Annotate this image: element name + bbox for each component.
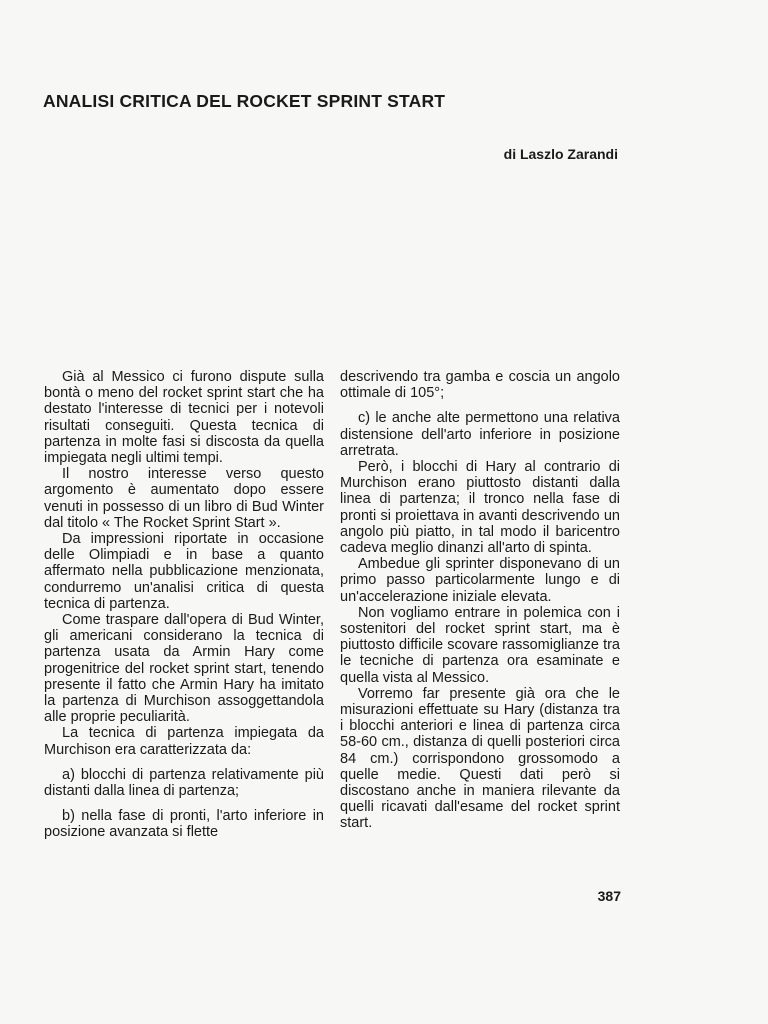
paragraph: Vorremo far presente già ora che le misurazioni effettuate su Hary (distanza tra i blocchi anteriori e linea di partenza circa 58-60 cm., distanza di quelli posteriori circa 84 cm.) corrispondono grossomodo a quelle medie. Questi dati però si discostano anche in maniera rilevante da quelli ricavati dall'esame del rocket sprint start.	[340, 685, 620, 832]
paragraph: descrivendo tra gamba e coscia un angolo ottimale di 105°;	[340, 369, 620, 402]
paragraph: Già al Messico ci furono dispute sulla bontà o meno del rocket sprint start che ha destato l'interesse di tecnici per i notevoli risultati conseguiti. Questa tecnica di partenza in molte fasi si discosta da quella impiegata negli ultimi tempi.	[44, 369, 324, 467]
paragraph: Non vogliamo entrare in polemica con i sostenitori del rocket sprint start, ma è piuttosto difficile scovare rassomiglianze tra le tecniche di partenza ora esaminate e quella vista al Messico.	[340, 604, 620, 686]
right-text-column	[340, 369, 620, 832]
paragraph: Da impressioni riportate in occasione delle Olimpiadi e in base a quanto affermato nella pubblicazione menzionata, condurremo un'analisi critica di questa tecnica di partenza.	[44, 531, 324, 612]
paragraph: Ambedue gli sprinter disponevano di un primo passo particolarmente lungo e di un'accelerazione iniziale elevata.	[340, 556, 620, 605]
list-item: c) le anche alte permettono una relativa distensione dell'arto inferiore in posizione arretrata.	[340, 410, 620, 459]
page-number: 387	[597, 888, 621, 904]
paragraph: Però, i blocchi di Hary al contrario di Murchison erano piuttosto distanti dalla linea di partenza; il tronco nella fase di pronti si proiettava in avanti descrivendo un angolo più piatto, in tal modo il baricentro cadeva meglio dinanzi all'arto di spinta.	[340, 459, 620, 557]
article-title: ANALISI CRITICA DEL ROCKET SPRINT START	[43, 91, 446, 111]
left-text-column	[44, 369, 324, 841]
article-author: di Laszlo Zarandi	[503, 146, 618, 162]
paragraph: Come traspare dall'opera di Bud Winter, gli americani considerano la tecnica di partenza usata da Armin Hary come progenitrice del rocket sprint start, tenendo presente il fatto che Armin Hary ha imitato la partenza di Murchison assoggettandola alle proprie peculiarità.	[44, 612, 324, 726]
list-item: b) nella fase di pronti, l'arto inferiore in posizione avanzata si flette	[44, 808, 324, 841]
paragraph: Il nostro interesse verso questo argomento è aumentato dopo essere venuti in possesso di un libro di Bud Winter dal titolo « The Rocket Sprint Start ».	[44, 466, 324, 531]
list-item: a) blocchi di partenza relativamente più distanti dalla linea di partenza;	[44, 766, 324, 800]
paragraph: La tecnica di partenza impiegata da Murchison era caratterizzata da:	[44, 725, 324, 758]
